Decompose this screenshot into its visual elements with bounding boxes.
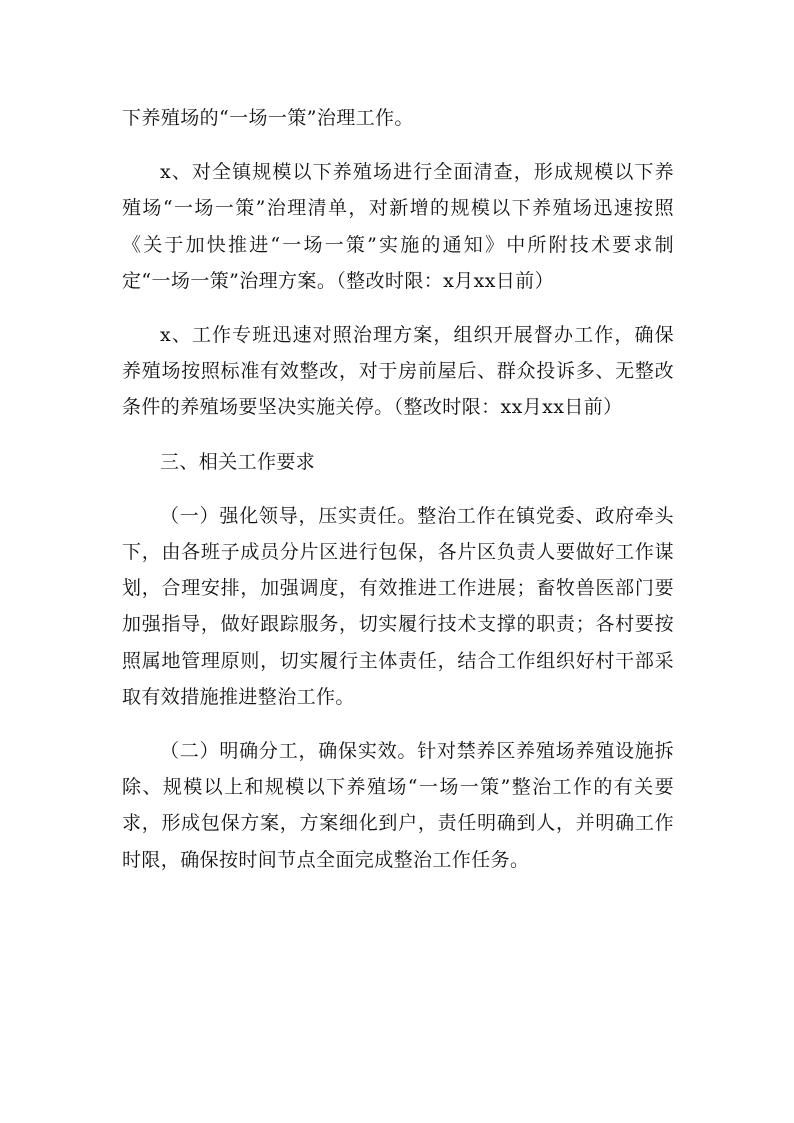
paragraph-continuation: 下养殖场的“一场一策”治理工作。 [122,107,414,129]
paragraph-requirement-division: （二）明确分工，确保实效。针对禁养区养殖场养殖设施拆除、规模以上和规模以下养殖场“一场一策”整治工作的有关要求，形成包保方案，方案细化到户，责任明确到人，并明确工作时限，确保按时间节点全面完成整治工作任务。 [122,740,674,871]
section-heading: 三、相关工作要求 [160,450,316,473]
paragraph-requirement-leadership: （一）强化领导，压实责任。整治工作在镇党委、政府牵头下，由各班子成员分片区进行包保，各片区负责人要做好工作谋划，合理安排，加强调度，有效推进工作进展；畜牧兽医部门要加强指导，做好跟踪服务，切实履行技术支撑的职责；各村要按照属地管理原则，切实履行主体责任，结合工作组织好村干部采取有效措施推进整治工作。 [122,504,674,708]
paragraph-item-clearance: x、对全镇规模以下养殖场进行全面清查，形成规模以下养殖场“一场一策”治理清单，对新增的规模以下养殖场迅速按照《关于加快推进“一场一策”实施的通知》中所附技术要求制定“一场一策”治理方案。（整改时限：x月xx日前） [122,161,674,292]
paragraph-item-supervision: x、工作专班迅速对照治理方案，组织开展督办工作，确保养殖场按照标准有效整改，对于房前屋后、群众投诉多、无整改条件的养殖场要坚决实施关停。（整改时限：xx月xx日前） [122,324,674,419]
document-body [122,100,674,878]
